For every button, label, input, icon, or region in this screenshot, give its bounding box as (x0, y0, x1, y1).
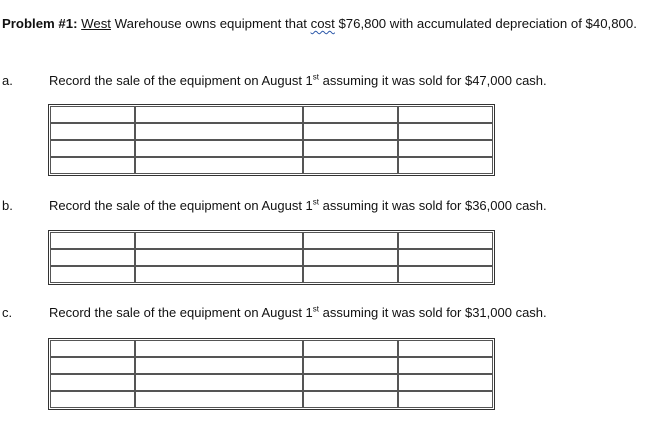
table-cell[interactable] (398, 140, 493, 157)
table-cell[interactable] (50, 340, 135, 357)
table-cell[interactable] (398, 357, 493, 374)
part-c-text-1: Record the sale of the equipment on August 1 (49, 305, 313, 320)
table-cell[interactable] (135, 266, 303, 283)
table-cell[interactable] (135, 249, 303, 266)
journal-table-a (48, 104, 495, 176)
table-cell[interactable] (303, 106, 397, 123)
company-name: West (81, 16, 111, 31)
part-c-sup: st (312, 304, 320, 314)
cost-word: cost (310, 16, 335, 31)
table-cell[interactable] (135, 357, 303, 374)
table-cell[interactable] (398, 391, 493, 408)
part-b-instruction (49, 198, 547, 213)
table-cell[interactable] (303, 140, 397, 157)
journal-row (50, 157, 493, 174)
journal-row (50, 340, 493, 357)
journal-row (50, 249, 493, 266)
table-cell[interactable] (50, 123, 135, 140)
table-cell[interactable] (303, 266, 397, 283)
part-c-instruction (49, 305, 547, 320)
part-a-text-1: Record the sale of the equipment on August 1 (49, 73, 313, 88)
table-cell[interactable] (398, 232, 493, 249)
part-a-sup: st (312, 72, 320, 82)
table-cell[interactable] (50, 140, 135, 157)
table-cell[interactable] (303, 391, 397, 408)
journal-row (50, 374, 493, 391)
journal-row (50, 232, 493, 249)
table-cell[interactable] (135, 391, 303, 408)
part-a-text-2: assuming it was sold for $47,000 cash. (319, 73, 547, 88)
table-cell[interactable] (50, 157, 135, 174)
table-cell[interactable] (50, 374, 135, 391)
journal-table-b (48, 230, 495, 285)
journal-table-a-body (50, 106, 493, 174)
table-cell[interactable] (303, 340, 397, 357)
journal-table-b-body (50, 232, 493, 283)
part-b-text-2: assuming it was sold for $36,000 cash. (319, 198, 547, 213)
table-cell[interactable] (303, 232, 397, 249)
table-cell[interactable] (398, 123, 493, 140)
table-cell[interactable] (303, 157, 397, 174)
part-b-letter: b. (2, 198, 13, 213)
table-cell[interactable] (50, 249, 135, 266)
journal-row (50, 123, 493, 140)
table-cell[interactable] (303, 123, 397, 140)
journal-table-c (48, 338, 495, 410)
table-cell[interactable] (398, 249, 493, 266)
problem-text-2: $76,800 with accumulated depreciation of $40,800. (334, 16, 637, 31)
part-b-sup: st (312, 197, 320, 207)
table-cell[interactable] (303, 249, 397, 266)
table-cell[interactable] (135, 374, 303, 391)
table-cell[interactable] (135, 123, 303, 140)
part-a-letter: a. (2, 73, 13, 88)
table-cell[interactable] (135, 157, 303, 174)
table-cell[interactable] (135, 232, 303, 249)
table-cell[interactable] (135, 140, 303, 157)
table-cell[interactable] (398, 157, 493, 174)
journal-row (50, 357, 493, 374)
table-cell[interactable] (50, 232, 135, 249)
journal-table-c-body (50, 340, 493, 408)
table-cell[interactable] (303, 374, 397, 391)
table-cell[interactable] (398, 374, 493, 391)
journal-row (50, 391, 493, 408)
problem-text-1: Warehouse owns equipment that (110, 16, 311, 31)
journal-row (50, 106, 493, 123)
table-cell[interactable] (50, 266, 135, 283)
problem-label: Problem #1: (2, 16, 78, 31)
table-cell[interactable] (135, 340, 303, 357)
table-cell[interactable] (50, 357, 135, 374)
table-cell[interactable] (50, 391, 135, 408)
part-c-text-2: assuming it was sold for $31,000 cash. (319, 305, 547, 320)
table-cell[interactable] (50, 106, 135, 123)
part-c-letter: c. (2, 305, 13, 320)
table-cell[interactable] (398, 340, 493, 357)
part-b-text-1: Record the sale of the equipment on August 1 (49, 198, 313, 213)
table-cell[interactable] (135, 106, 303, 123)
table-cell[interactable] (303, 357, 397, 374)
problem-statement (2, 15, 642, 33)
part-a-instruction (49, 73, 547, 88)
table-cell[interactable] (398, 106, 493, 123)
table-cell[interactable] (398, 266, 493, 283)
journal-row (50, 140, 493, 157)
journal-row (50, 266, 493, 283)
